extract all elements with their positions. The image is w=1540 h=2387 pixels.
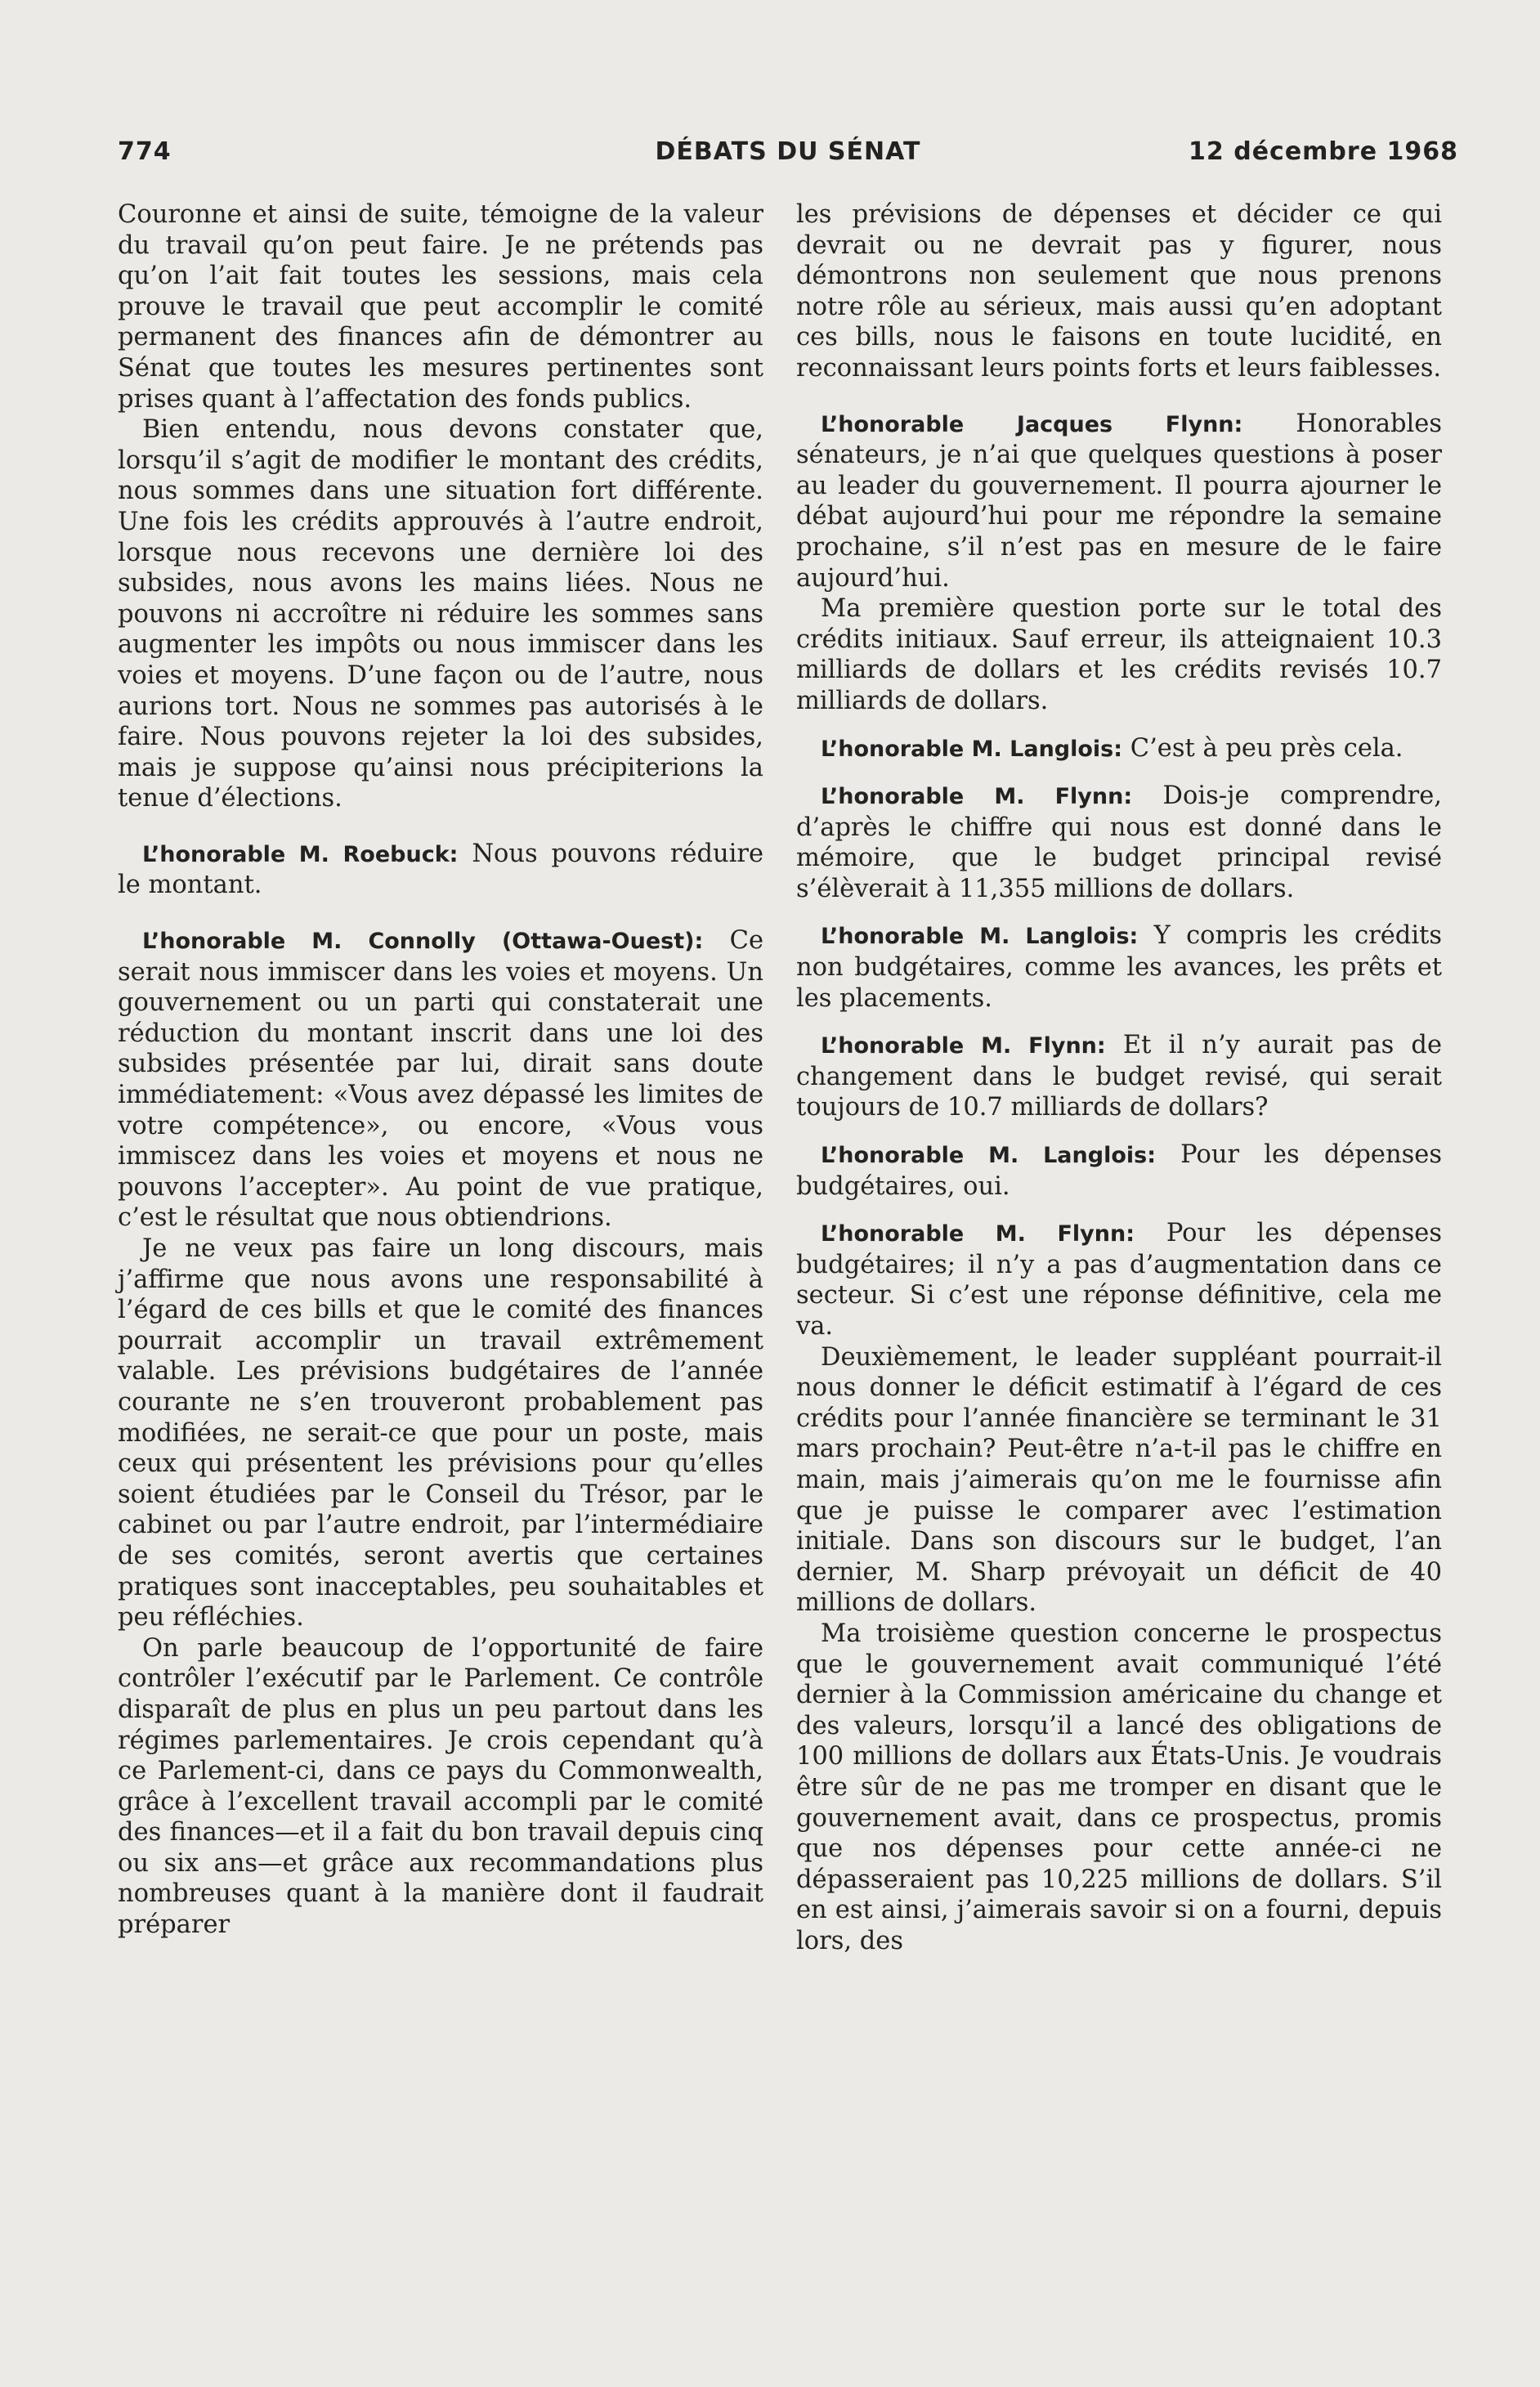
speaker-name: L’honorable M. Connolly (Ottawa-Ouest): bbox=[142, 929, 704, 955]
paragraph: Ma première question porte sur le total des crédits initiaux. Sauf erreur, ils atteignaient 10.3 milliards de dollars et les crédits revisés 10.7 milliards de dollars. bbox=[796, 594, 1442, 715]
left-column bbox=[118, 199, 763, 1941]
speaker-name: L’honorable M. Langlois: bbox=[821, 1143, 1156, 1169]
speech-text: Ce serait nous immiscer dans les voies et moyens. Un gouvernement ou un parti qui constaterait une réduction du montant inscrit dans une loi des subsides présentée par lui, dirait sans doute immédiatement: «Vous avez dépassé les limites de votre compétence», ou encore, «Vous vous immiscez dans les voies et moyens et nous ne pouvons l’accepter». Au point de vue pratique, c’est le résultat que nous obtiendrions. bbox=[118, 926, 763, 1233]
speech-text: C’est à peu près cela. bbox=[1122, 733, 1403, 763]
speech bbox=[796, 1218, 1442, 1341]
publication-title: DÉBATS DU SÉNAT bbox=[655, 137, 921, 166]
speech-text: Nous pouvons réduire le montant. bbox=[118, 839, 763, 900]
paragraph: Bien entendu, nous devons constater que, lorsqu’il s’agit de modifier le montant des crédits, nous sommes dans une situation fort différente. Une fois les crédits approuvés à l’autre endroit, lorsque nous recevons une dernière loi des subsides, nous avons les mains liées. Nous ne pouvons ni accroître ni réduire les sommes sans augmenter les impôts ou nous immiscer dans les voies et moyens. D’une façon ou de l’autre, nous aurions tort. Nous ne sommes pas autorisés à le faire. Nous pouvons rejeter la loi des subsides, mais je suppose qu’ainsi nous précipiterions la tenue d’élections. bbox=[118, 415, 763, 813]
speaker-name: L’honorable M. Flynn: bbox=[821, 784, 1133, 810]
paragraph: Deuxièmement, le leader suppléant pourrait-il nous donner le déficit estimatif à l’égard de ces crédits pour l’année financière se terminant le 31 mars prochain? Peut-être n’a-t-il pas le chiffre en main, mais j’aimerais qu’on me le fournisse afin que je puisse le comparer avec l’estimation initiale. Dans son discours sur le budget, l’an dernier, M. Sharp prévoyait un déficit de 40 millions de dollars. bbox=[796, 1342, 1442, 1618]
speaker-name: L’honorable M. Flynn: bbox=[821, 1221, 1135, 1247]
speaker-name: L’honorable M. Langlois: bbox=[821, 736, 1123, 762]
paragraph: Couronne et ainsi de suite, témoigne de la valeur du travail qu’on peut faire. Je ne prétends pas qu’on l’ait fait toutes les sessions, mais cela prouve le travail que peut accomplir le comité permanent des finances afin de démontrer au Sénat que toutes les mesures pertinentes sont prises quant à l’affectation des fonds publics. bbox=[118, 200, 763, 414]
speech-text: Et il n’y aurait pas de changement dans le budget revisé, qui serait toujours de 10.7 milliards de dollars? bbox=[796, 1031, 1442, 1122]
right-column bbox=[796, 199, 1442, 1956]
speech bbox=[796, 920, 1442, 1014]
speech-text: Pour les dépenses budgétaires, oui. bbox=[796, 1140, 1442, 1201]
speaker-name: L’honorable M. Roebuck: bbox=[142, 841, 459, 867]
speech-text: Honorables sénateurs, je n’ai que quelques questions à poser au leader du gouvernement. Il pourra ajourner le débat aujourd’hui pour me répondre la semaine prochaine, s’il n’est pas en mesure de le faire aujourd’hui. bbox=[796, 409, 1443, 593]
page-date: 12 décembre 1968 bbox=[1189, 137, 1458, 166]
speaker-name: L’honorable Jacques Flynn: bbox=[821, 411, 1243, 437]
paragraph: Ma troisième question concerne le prospectus que le gouvernement avait communiqué l’été dernier à la Commission américaine du change et des valeurs, lorsqu’il a lancé des obligations de 100 millions de dollars aux États-Unis. Je voudrais être sûr de ne pas me tromper en disant que le gouvernement avait, dans ce prospectus, promis que nos dépenses pour cette année-ci ne dépasseraient pas 10,225 millions de dollars. S’il en est ainsi, j’aimerais savoir si on a fourni, depuis lors, des bbox=[796, 1619, 1442, 1955]
speech-text: Y compris les crédits non budgétaires, comme les avances, les prêts et les placements. bbox=[796, 921, 1442, 1013]
speech-text: Dois-je comprendre, d’après le chiffre qui nous est donné dans le mémoire, que le budget principal revisé s’élèverait à 11,355 millions de dollars. bbox=[796, 781, 1442, 903]
speech bbox=[118, 839, 763, 901]
paragraph: les prévisions de dépenses et décider ce qui devrait ou ne devrait pas y figurer, nous démontrons non seulement que nous prenons notre rôle au sérieux, mais aussi qu’en adoptant ces bills, nous le faisons en toute lucidité, en reconnaissant leurs points forts et leurs faiblesses. bbox=[796, 200, 1442, 383]
speech bbox=[796, 409, 1442, 594]
paragraph: Je ne veux pas faire un long discours, mais j’affirme que nous avons une responsabilité à l’égard de ces bills et que le comité des finances pourrait accomplir un travail extrêmement valable. Les prévisions budgétaires de l’année courante ne s’en trouveront probablement pas modifiées, ne serait-ce que pour un poste, mais ceux qui présentent les prévisions pour qu’elles soient étudiées par le Conseil du Trésor, par le cabinet ou par l’autre endroit, par l’intermédiaire de ses comités, seront avertis que certaines pratiques sont inacceptables, peu souhaitables et peu réfléchies. bbox=[118, 1234, 763, 1632]
speech bbox=[118, 925, 763, 1234]
page-header bbox=[118, 137, 1458, 175]
speech bbox=[796, 1140, 1442, 1202]
speech bbox=[796, 733, 1442, 765]
speech-text: Pour les dépenses budgétaires; il n’y a pas d’augmentation dans ce secteur. Si c’est une réponse définitive, cela me va. bbox=[796, 1219, 1443, 1341]
speech bbox=[796, 1030, 1442, 1123]
speaker-name: L’honorable M. Langlois: bbox=[821, 924, 1139, 950]
paragraph: On parle beaucoup de l’opportunité de faire contrôler l’exécutif par le Parlement. Ce contrôle disparaît de plus en plus un peu partout dans les régimes parlementaires. Je crois cependant qu’à ce Parlement-ci, dans ce pays du Commonwealth, grâce à l’excellent travail accompli par le comité des finances—et il a fait du bon travail depuis cinq ou six ans—et grâce aux recommandations plus nombreuses quant à la manière dont il faudrait préparer bbox=[118, 1633, 763, 1940]
speech bbox=[796, 781, 1442, 904]
speaker-name: L’honorable M. Flynn: bbox=[821, 1033, 1106, 1059]
page-number: 774 bbox=[118, 137, 172, 166]
